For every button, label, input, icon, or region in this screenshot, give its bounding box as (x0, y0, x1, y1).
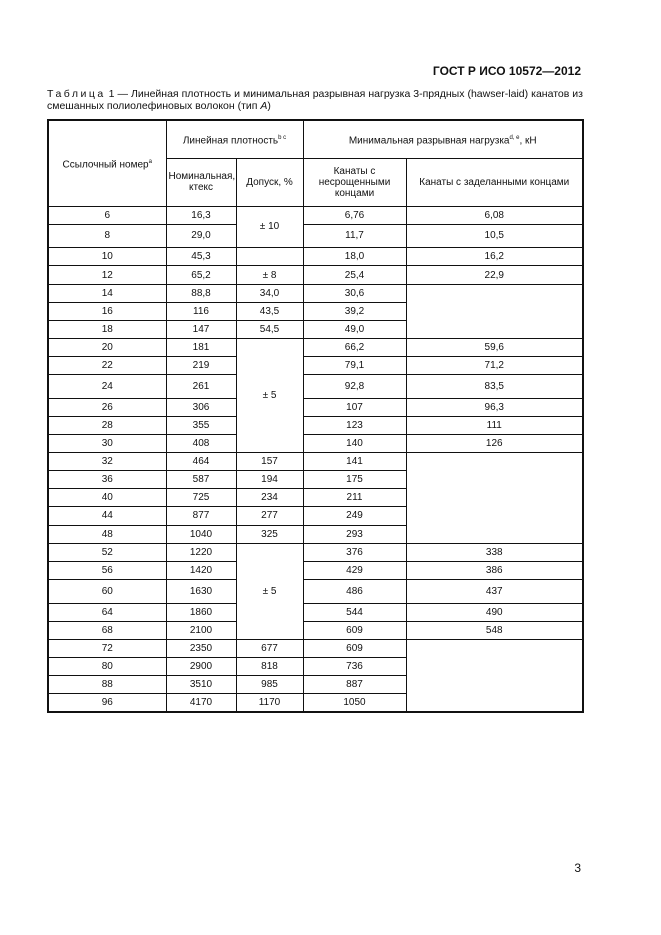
table-row (48, 694, 583, 713)
cell-nominal: 587 (166, 471, 236, 489)
cell-ref-number: 22 (48, 356, 166, 374)
cell-unspliced: 234 (236, 489, 303, 507)
cell-spliced: 609 (303, 639, 406, 657)
cell-spliced: 59,6 (406, 338, 583, 356)
cell-spliced: 126 (406, 435, 583, 453)
cell-spliced: 249 (303, 507, 406, 525)
cell-unspliced: 544 (303, 603, 406, 621)
cell-unspliced: 429 (303, 561, 406, 579)
cell-ref-number: 40 (48, 489, 166, 507)
cell-spliced: 49,0 (303, 320, 406, 338)
cell-ref-number: 26 (48, 398, 166, 416)
cell-nominal: 29,0 (166, 224, 236, 248)
cell-ref-number: 56 (48, 561, 166, 579)
cell-unspliced: 194 (236, 471, 303, 489)
cell-unspliced: 25,4 (303, 266, 406, 284)
cell-ref-number: 20 (48, 338, 166, 356)
cell-nominal: 1220 (166, 543, 236, 561)
cell-nominal: 219 (166, 356, 236, 374)
cell-ref-number: 6 (48, 206, 166, 224)
cell-nominal: 2100 (166, 621, 236, 639)
cell-spliced: 338 (406, 543, 583, 561)
cell-tolerance: ± 5 (236, 338, 303, 452)
cell-spliced: 437 (406, 579, 583, 603)
table-row (48, 603, 583, 621)
cell-spliced: 83,5 (406, 375, 583, 399)
cell-ref-number: 36 (48, 471, 166, 489)
cell-ref-number: 32 (48, 453, 166, 471)
cell-spliced: 111 (406, 416, 583, 434)
cell-spliced: 386 (406, 561, 583, 579)
cell-ref-number: 72 (48, 639, 166, 657)
cell-spliced: 175 (303, 471, 406, 489)
table-row (48, 398, 583, 416)
cell-nominal: 725 (166, 489, 236, 507)
caption-label: Таблица (47, 88, 106, 100)
cell-ref-number: 28 (48, 416, 166, 434)
cell-spliced: 22,9 (406, 266, 583, 284)
header-spliced: Канаты с заделанными концами (406, 158, 583, 206)
cell-nominal: 2900 (166, 657, 236, 675)
cell-tolerance: ± 5 (236, 543, 303, 639)
cell-unspliced: 54,5 (236, 320, 303, 338)
table-row (48, 621, 583, 639)
cell-unspliced: 677 (236, 639, 303, 657)
cell-ref-number: 44 (48, 507, 166, 525)
header-tolerance: Допуск, % (236, 158, 303, 206)
caption-text: 1 — Линейная плотность и минимальная разрывная нагрузка 3-прядных (hawser-laid) канатов из смешанных полиолефиновых волокон (тип (47, 88, 583, 112)
cell-spliced: 1050 (303, 694, 406, 713)
cell-spliced: 16,2 (406, 248, 583, 266)
cell-ref-number: 64 (48, 603, 166, 621)
page-number: 3 (574, 861, 581, 875)
cell-nominal: 261 (166, 375, 236, 399)
table-row (48, 248, 583, 266)
cell-nominal: 181 (166, 338, 236, 356)
cell-unspliced: 43,5 (236, 302, 303, 320)
cell-spliced: 736 (303, 657, 406, 675)
cell-unspliced: 609 (303, 621, 406, 639)
cell-nominal: 1630 (166, 579, 236, 603)
cell-unspliced: 79,1 (303, 356, 406, 374)
document-id: ГОСТ Р ИСО 10572—2012 (432, 64, 581, 78)
table-row (48, 489, 583, 507)
cell-unspliced: 818 (236, 657, 303, 675)
cell-ref-number: 68 (48, 621, 166, 639)
cell-unspliced: 140 (303, 435, 406, 453)
cell-ref-number: 12 (48, 266, 166, 284)
cell-ref-number: 10 (48, 248, 166, 266)
cell-ref-number: 8 (48, 224, 166, 248)
cell-nominal: 1860 (166, 603, 236, 621)
cell-unspliced: 66,2 (303, 338, 406, 356)
table-row (48, 284, 583, 302)
cell-spliced: 10,5 (406, 224, 583, 248)
cell-unspliced: 34,0 (236, 284, 303, 302)
table-row (48, 302, 583, 320)
cell-spliced: 490 (406, 603, 583, 621)
cell-ref-number: 60 (48, 579, 166, 603)
table-row (48, 224, 583, 248)
cell-unspliced: 6,76 (303, 206, 406, 224)
cell-spliced: 293 (303, 525, 406, 543)
cell-spliced: 96,3 (406, 398, 583, 416)
table-row (48, 206, 583, 224)
table-caption (47, 88, 583, 112)
header-min-breaking-load: Минимальная разрывная нагрузка$^{d, e}$, кН (303, 120, 583, 158)
table-row (48, 266, 583, 284)
cell-spliced: 211 (303, 489, 406, 507)
table-row (48, 657, 583, 675)
cell-tolerance-empty (236, 248, 303, 266)
cell-spliced: 71,2 (406, 356, 583, 374)
cell-spliced: 39,2 (303, 302, 406, 320)
cell-unspliced: 18,0 (303, 248, 406, 266)
cell-spliced: 6,08 (406, 206, 583, 224)
cell-nominal: 2350 (166, 639, 236, 657)
table-row (48, 453, 583, 471)
table-row (48, 675, 583, 693)
cell-unspliced: 985 (236, 675, 303, 693)
cell-nominal: 355 (166, 416, 236, 434)
cell-spliced: 548 (406, 621, 583, 639)
header-ref-number: Ссылочный номер$^a$ (48, 120, 166, 206)
cell-ref-number: 16 (48, 302, 166, 320)
cell-nominal: 408 (166, 435, 236, 453)
header-linear-density: Линейная плотность$^{b c}$ (166, 120, 303, 158)
cell-nominal: 4170 (166, 694, 236, 713)
table-row (48, 338, 583, 356)
table-row (48, 435, 583, 453)
cell-ref-number: 24 (48, 375, 166, 399)
cell-unspliced: 157 (236, 453, 303, 471)
table-row (48, 356, 583, 374)
table-row (48, 543, 583, 561)
table-row (48, 416, 583, 434)
header-unspliced: Канаты с несрощенными концами (303, 158, 406, 206)
cell-unspliced: 1170 (236, 694, 303, 713)
cell-unspliced: 325 (236, 525, 303, 543)
cell-unspliced: 123 (303, 416, 406, 434)
table-row (48, 320, 583, 338)
table-row (48, 471, 583, 489)
cell-nominal: 1040 (166, 525, 236, 543)
cell-nominal: 45,3 (166, 248, 236, 266)
cell-unspliced: 107 (303, 398, 406, 416)
cell-ref-number: 14 (48, 284, 166, 302)
caption-type-letter: A (260, 100, 268, 112)
cell-ref-number: 96 (48, 694, 166, 713)
cell-nominal: 147 (166, 320, 236, 338)
cell-unspliced: 11,7 (303, 224, 406, 248)
table-row (48, 639, 583, 657)
cell-ref-number: 52 (48, 543, 166, 561)
caption-text-end: ) (267, 100, 271, 112)
cell-ref-number: 30 (48, 435, 166, 453)
cell-nominal: 3510 (166, 675, 236, 693)
table-row (48, 561, 583, 579)
cell-spliced: 30,6 (303, 284, 406, 302)
cell-ref-number: 80 (48, 657, 166, 675)
cell-unspliced: 486 (303, 579, 406, 603)
cell-tolerance: ± 8 (236, 266, 303, 284)
table-row (48, 579, 583, 603)
cell-nominal: 464 (166, 453, 236, 471)
header-nominal: Номинальная, ктекс (166, 158, 236, 206)
cell-spliced: 887 (303, 675, 406, 693)
cell-nominal: 306 (166, 398, 236, 416)
cell-nominal: 16,3 (166, 206, 236, 224)
cell-unspliced: 92,8 (303, 375, 406, 399)
cell-tolerance: ± 10 (236, 206, 303, 248)
data-table (47, 119, 584, 713)
cell-nominal: 65,2 (166, 266, 236, 284)
table-body (48, 206, 583, 712)
cell-ref-number: 48 (48, 525, 166, 543)
table-row (48, 507, 583, 525)
cell-nominal: 88,8 (166, 284, 236, 302)
cell-spliced: 141 (303, 453, 406, 471)
cell-nominal: 877 (166, 507, 236, 525)
cell-ref-number: 88 (48, 675, 166, 693)
cell-nominal: 116 (166, 302, 236, 320)
table-row (48, 375, 583, 399)
table-row (48, 525, 583, 543)
cell-nominal: 1420 (166, 561, 236, 579)
cell-unspliced: 376 (303, 543, 406, 561)
cell-ref-number: 18 (48, 320, 166, 338)
cell-unspliced: 277 (236, 507, 303, 525)
